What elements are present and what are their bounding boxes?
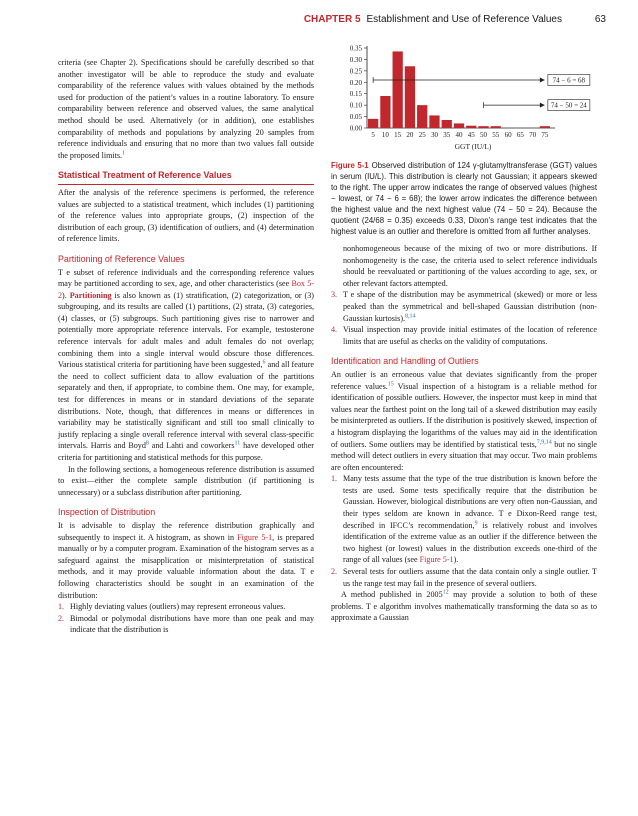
paragraph: An outlier is an erroneous value that deviates significantly from the proper reference values.$^{15}$ Visual inspection of a histogram is a reliable method for identification of possible outliers. However, the inspector must keep in mind that values near the farthest point on the long tail of a skewed distribution may easily be misinterpreted as outliers. If the distribution is positively skewed, inspection of a histogram displaying the logarithms of the values may aid in the identification of outliers. Some outliers may be identified by statistical tests,$^{7,9,14}$ but no single method will detect outliers in every situation that may occur. Two main problems are often encountered: [331, 369, 598, 472]
paragraph: In the following sections, a homogeneous reference distribution is assumed to exist—either the complete sample distribution (if partitioning is unnecessary) or a subclass distribution after partitioning. [58, 464, 314, 497]
histogram-bar [393, 51, 403, 128]
range-arrow-lower-label: 74 − 50 = 24 [550, 101, 587, 110]
x-tick-label: 5 [371, 131, 375, 139]
x-tick-label: 15 [394, 131, 402, 139]
histogram-chart [331, 44, 597, 156]
range-arrow-upper-label: 74 − 6 = 68 [552, 76, 586, 85]
list-item: 1. Many tests assume that the type of the true distribution is known before the tests are used. Some tests specifically require that the distribution be Gaussian. However, biological distributions are very often non-Gaussian, and their types seldom are known in advance. T e Dixon-Reed range test, described in IFCC’s recommendation,$^9$ is relatively robust and involves identification of the extreme value as an outlier if the difference between the two highest (or lowest) values in the distribution exceeds one-third of the range of all values (see Figure 5-1). [331, 474, 597, 565]
citation-link[interactable]: 6 [262, 359, 266, 366]
subsection-heading-partitioning: Partitioning of Reference Values [58, 253, 185, 264]
page-number: 63 [594, 14, 606, 25]
y-tick-label: 0.15 [349, 90, 362, 99]
histogram-bar [380, 96, 390, 128]
histogram-bar [466, 126, 476, 128]
y-tick-label: 0.25 [349, 67, 362, 76]
citation-link[interactable]: 8 [145, 440, 149, 447]
section-heading-statistical-treatment: Statistical Treatment of Reference Values [58, 170, 314, 185]
x-tick-label: 40 [455, 131, 463, 139]
x-tick-label: 60 [504, 131, 512, 139]
histogram-bar [442, 120, 452, 128]
histogram-bar [417, 105, 427, 128]
paragraph: A method published in 2005$^{12}$ may provide a solution to both of these problems. T e algorithm involves mathematically transforming the data so as to approximate a Gaussian [331, 589, 597, 623]
histogram-bar [540, 126, 550, 128]
citation-link[interactable]: 1 [122, 150, 126, 157]
page-header [52, 14, 606, 28]
problems-list [331, 473, 597, 589]
y-tick-label: 0.20 [349, 78, 362, 87]
x-axis-title: GGT (IU/L) [454, 142, 492, 151]
citation-link[interactable]: 8,14 [405, 312, 416, 319]
list-item: 4. Visual inspection may provide initial estimates of the location of reference limits that are useful as checks on the validity of computations. [331, 325, 597, 346]
list-item: 1. Highly deviating values (outliers) may represent erroneous values. [58, 602, 286, 612]
subsection-heading-outliers: Identification and Handling of Outliers [331, 356, 479, 367]
histogram-bar [429, 115, 439, 128]
y-tick-label: 0.00 [349, 124, 362, 133]
running-head [304, 14, 562, 25]
characteristics-list [58, 601, 314, 636]
x-tick-label: 35 [443, 131, 451, 139]
subsection-heading-inspection: Inspection of Distribution [58, 507, 156, 518]
x-tick-label: 55 [492, 131, 500, 139]
histogram-bar [478, 126, 488, 128]
range-arrow-upper-head [540, 78, 545, 83]
paragraph: It is advisable to display the reference distribution graphically and subsequently to inspect it. A histogram, as shown in Figure 5-1, is prepared manually or by a computer program. Examination of the histogram serves as a safeguard against the misapplication or misinterpretation of statistical methods, and it may provide valuable information about the data. T e following characteristics should be sought in an examination of the distribution: [58, 520, 314, 600]
left-column [58, 57, 314, 636]
chapter-label: CHAPTER 5 [303, 14, 361, 25]
x-tick-label: 45 [467, 131, 475, 139]
histogram-bar [454, 123, 464, 128]
x-tick-label: 10 [381, 131, 389, 139]
list-item: 3. T e shape of the distribution may be asymmetrical (skewed) or more or less peaked than the symmetrical and bell-shaped Gaussian distribution (non-Gaussian kurtosis).$^{8,14}$ [331, 290, 597, 323]
histogram-bar [368, 119, 378, 128]
list-item: 2. Bimodal or polymodal distributions have more than one peak and may indicate that the distribution is [58, 613, 314, 635]
figure-link[interactable]: Figure 5-1 [237, 532, 273, 542]
figure-label: Figure 5-1 [331, 161, 369, 170]
x-tick-label: 25 [418, 131, 426, 139]
list-continuation: nonhomogeneous because of the mixing of two or more distributions. If nonhomogeneity is the case, the criteria used to select reference individuals should be reevaluated or partitioning of the values according to age, sex, or other relevant factors attempted. [343, 244, 597, 288]
x-tick-label: 75 [541, 131, 549, 139]
x-tick-label: 30 [430, 131, 438, 139]
x-tick-label: 70 [529, 131, 537, 139]
x-tick-label: 20 [406, 131, 414, 139]
range-arrow-lower-head [540, 103, 545, 108]
figure-5-1 [331, 44, 597, 240]
y-tick-label: 0.10 [349, 101, 362, 110]
citation-link[interactable]: 9 [474, 519, 478, 526]
figure-caption: Figure 5-1 Observed distribution of 124 γ-glutamyltransferase (GGT) values in serum (IU/L). This distribution is clearly not Gaussian; it appears skewed to the right. The upper arrow indicates the range of observed values (highest − lowest, or 74 − 6 = 68); the lower arrow indicates the difference between the highest value and the next highest value (74 − 50 = 24). Because the quotient (24/68 = 0.35) exceeds 0.33, Dixon’s range test indicates that the highest value is an outlier and therefore is omitted from all further analyses. [331, 161, 598, 236]
y-tick-label: 0.30 [349, 55, 362, 64]
y-tick-label: 0.35 [349, 44, 362, 53]
citation-link[interactable]: 12 [442, 589, 449, 596]
histogram-bar [405, 66, 415, 128]
figure-link[interactable]: Figure 5-1 [419, 555, 454, 565]
paragraph: criteria (see Chapter 2). Specifications should be carefully described so that another investigator will be able to reproduce the study and evaluate comparability of the reference values with values obtained by the methods used for production of the patient’s values in a routine laboratory. To ensure comparability between reference and observed values, the same analytical method should be used. Alternatively (or in addition), one establishes comparability of methods and populations by analyzing 20 samples from reference individuals and ensuring that no more than two values fall outside the proposed limits.$^1$ [58, 58, 314, 160]
citation-link[interactable]: 15 [387, 380, 394, 387]
x-tick-label: 50 [480, 131, 488, 139]
x-tick-label: 65 [516, 131, 524, 139]
term-partitioning: Partitioning [69, 290, 112, 300]
list-item: 2. Several tests for outliers assume that the data contain only a single outlier. T us the range test may fail in the presence of several outliers. [331, 567, 597, 588]
right-column [331, 243, 597, 624]
citation-link[interactable]: 11 [234, 440, 241, 447]
histogram-bar [491, 126, 501, 128]
y-tick-label: 0.05 [349, 113, 362, 122]
paragraph: After the analysis of the reference specimens is performed, the reference values are subjected to a statistical treatment, which includes (1) partitioning of the reference values into appropriate groups, (2) inspection of the distribution of each group, (3) identification of outliers, and (4) determination of reference limits. [58, 187, 314, 244]
chapter-title: Establishment and Use of Reference Values [366, 14, 562, 25]
paragraph: T e subset of reference individuals and the corresponding reference values may be partitioned according to sex, age, and other characteristics (see Box 5-2). Partitioning is also known as (1) stratification, (2) categorization, or (3) subgrouping, and its results are called (1) partitions, (2) strata, (3) categories, (4) classes, or (5) subgroups. Such partitioning gives rise to narrower and potentially more appropriate reference intervals. For example, testosterone reference intervals for adult males and adult females do not overlap; combining them into a single interval would obscure those differences. Various statistical criteria for partitioning have been suggested,$^6$ and all feature the need to collect sufficient data to allow evaluation of the partitions separately and then, if appropriate, to combine them. One may, for example, test for differences in means or in standard deviations of the separate distributions. Note, though, that differences in means or differences in variability may be statistically significant and still too small clinically to justify replacing a single overall reference interval with several class-specific intervals. Harris and Boyd$^8$ and Lahti and coworkers$^{11}$ have developed other criteria for partitioning and statistical methods for this purpose. [58, 267, 315, 462]
citation-link[interactable]: 7,9,14 [536, 438, 552, 445]
characteristics-list-cont [331, 289, 597, 347]
box-link[interactable]: Box 5-2 [58, 279, 314, 300]
